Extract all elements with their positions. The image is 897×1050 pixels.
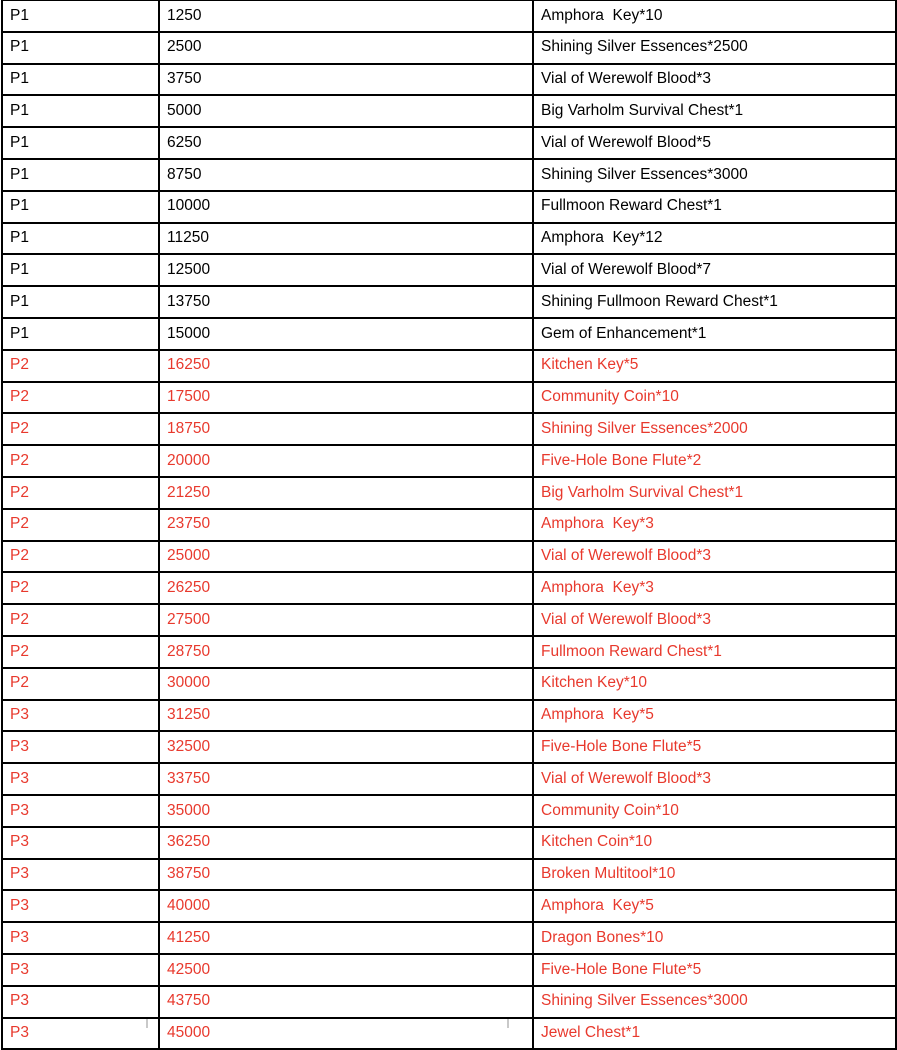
table-row [2,318,896,350]
table-row [2,191,896,223]
points-cell: 45000 [159,1018,533,1050]
points-cell: 36250 [159,827,533,859]
reward-cell: Vial of Werewolf Blood*7 [533,254,896,286]
points-cell: 25000 [159,541,533,573]
phase-cell: P1 [2,223,159,255]
table-row [2,795,896,827]
points-cell: 18750 [159,413,533,445]
table-row [2,668,896,700]
phase-cell: P2 [2,541,159,573]
phase-cell: P2 [2,636,159,668]
points-cell: 10000 [159,191,533,223]
rewards-table-body [2,0,896,1049]
table-row [2,382,896,414]
table-row [2,700,896,732]
partial-gridline-col1 [146,1019,148,1028]
table-row [2,954,896,986]
points-cell: 16250 [159,350,533,382]
table-row [2,827,896,859]
table-row [2,922,896,954]
table-row [2,859,896,891]
table-row [2,159,896,191]
table-row [2,604,896,636]
reward-cell: Fullmoon Reward Chest*1 [533,191,896,223]
table-row [2,509,896,541]
phase-cell: P3 [2,859,159,891]
points-cell: 23750 [159,509,533,541]
table-row [2,95,896,127]
reward-cell: Gem of Enhancement*1 [533,318,896,350]
reward-cell: Amphora Key*3 [533,509,896,541]
phase-cell: P3 [2,731,159,763]
phase-cell: P2 [2,477,159,509]
points-cell: 28750 [159,636,533,668]
phase-cell: P2 [2,445,159,477]
points-cell: 11250 [159,223,533,255]
phase-cell: P3 [2,1018,159,1050]
table-row [2,350,896,382]
reward-cell: Big Varholm Survival Chest*1 [533,477,896,509]
table-row [2,445,896,477]
table-row [2,1018,896,1050]
reward-cell: Shining Silver Essences*2000 [533,413,896,445]
reward-cell: Kitchen Key*5 [533,350,896,382]
points-cell: 42500 [159,954,533,986]
reward-cell: Five-Hole Bone Flute*5 [533,954,896,986]
phase-cell: P3 [2,890,159,922]
phase-cell: P2 [2,572,159,604]
table-row [2,541,896,573]
reward-cell: Community Coin*10 [533,382,896,414]
points-cell: 26250 [159,572,533,604]
table-row [2,731,896,763]
points-cell: 2500 [159,32,533,64]
points-cell: 17500 [159,382,533,414]
points-cell: 43750 [159,986,533,1018]
table-row [2,0,896,32]
phase-cell: P2 [2,382,159,414]
points-cell: 41250 [159,922,533,954]
phase-cell: P1 [2,318,159,350]
phase-cell: P1 [2,191,159,223]
table-row [2,763,896,795]
reward-cell: Shining Fullmoon Reward Chest*1 [533,286,896,318]
table-row [2,64,896,96]
phase-cell: P3 [2,763,159,795]
points-cell: 33750 [159,763,533,795]
phase-cell: P1 [2,286,159,318]
phase-cell: P3 [2,827,159,859]
table-row [2,636,896,668]
points-cell: 8750 [159,159,533,191]
table-row [2,890,896,922]
reward-cell: Amphora Key*5 [533,890,896,922]
table-row [2,254,896,286]
reward-cell: Shining Silver Essences*3000 [533,986,896,1018]
table-row [2,477,896,509]
table-row [2,223,896,255]
reward-cell: Kitchen Key*10 [533,668,896,700]
points-cell: 5000 [159,95,533,127]
reward-cell: Vial of Werewolf Blood*5 [533,127,896,159]
points-cell: 21250 [159,477,533,509]
points-cell: 20000 [159,445,533,477]
phase-cell: P3 [2,986,159,1018]
reward-cell: Shining Silver Essences*2500 [533,32,896,64]
points-cell: 38750 [159,859,533,891]
table-row [2,32,896,64]
phase-cell: P2 [2,350,159,382]
table-row [2,986,896,1018]
phase-cell: P3 [2,795,159,827]
reward-cell: Amphora Key*3 [533,572,896,604]
partial-gridline-col2 [507,1019,509,1028]
reward-cell: Kitchen Coin*10 [533,827,896,859]
points-cell: 15000 [159,318,533,350]
points-cell: 12500 [159,254,533,286]
points-cell: 6250 [159,127,533,159]
phase-cell: P1 [2,127,159,159]
reward-cell: Vial of Werewolf Blood*3 [533,763,896,795]
reward-cell: Broken Multitool*10 [533,859,896,891]
reward-cell: Shining Silver Essences*3000 [533,159,896,191]
reward-cell: Amphora Key*12 [533,223,896,255]
phase-cell: P3 [2,922,159,954]
reward-cell: Dragon Bones*10 [533,922,896,954]
phase-cell: P2 [2,509,159,541]
points-cell: 27500 [159,604,533,636]
reward-cell: Five-Hole Bone Flute*5 [533,731,896,763]
reward-cell: Vial of Werewolf Blood*3 [533,64,896,96]
reward-cell: Big Varholm Survival Chest*1 [533,95,896,127]
reward-cell: Amphora Key*10 [533,0,896,32]
phase-cell: P1 [2,159,159,191]
reward-cell: Community Coin*10 [533,795,896,827]
table-row [2,413,896,445]
table-row [2,286,896,318]
reward-cell: Jewel Chest*1 [533,1018,896,1050]
points-cell: 3750 [159,64,533,96]
phase-cell: P1 [2,254,159,286]
points-cell: 40000 [159,890,533,922]
phase-cell: P1 [2,64,159,96]
reward-cell: Five-Hole Bone Flute*2 [533,445,896,477]
points-cell: 13750 [159,286,533,318]
rewards-table [1,0,897,1050]
points-cell: 1250 [159,0,533,32]
points-cell: 30000 [159,668,533,700]
reward-cell: Amphora Key*5 [533,700,896,732]
points-cell: 35000 [159,795,533,827]
phase-cell: P2 [2,604,159,636]
phase-cell: P1 [2,95,159,127]
points-cell: 31250 [159,700,533,732]
phase-cell: P1 [2,0,159,32]
phase-cell: P1 [2,32,159,64]
points-cell: 32500 [159,731,533,763]
phase-cell: P2 [2,413,159,445]
phase-cell: P2 [2,668,159,700]
table-row [2,572,896,604]
table-row [2,127,896,159]
phase-cell: P3 [2,700,159,732]
reward-cell: Vial of Werewolf Blood*3 [533,604,896,636]
phase-cell: P3 [2,954,159,986]
reward-cell: Vial of Werewolf Blood*3 [533,541,896,573]
reward-cell: Fullmoon Reward Chest*1 [533,636,896,668]
